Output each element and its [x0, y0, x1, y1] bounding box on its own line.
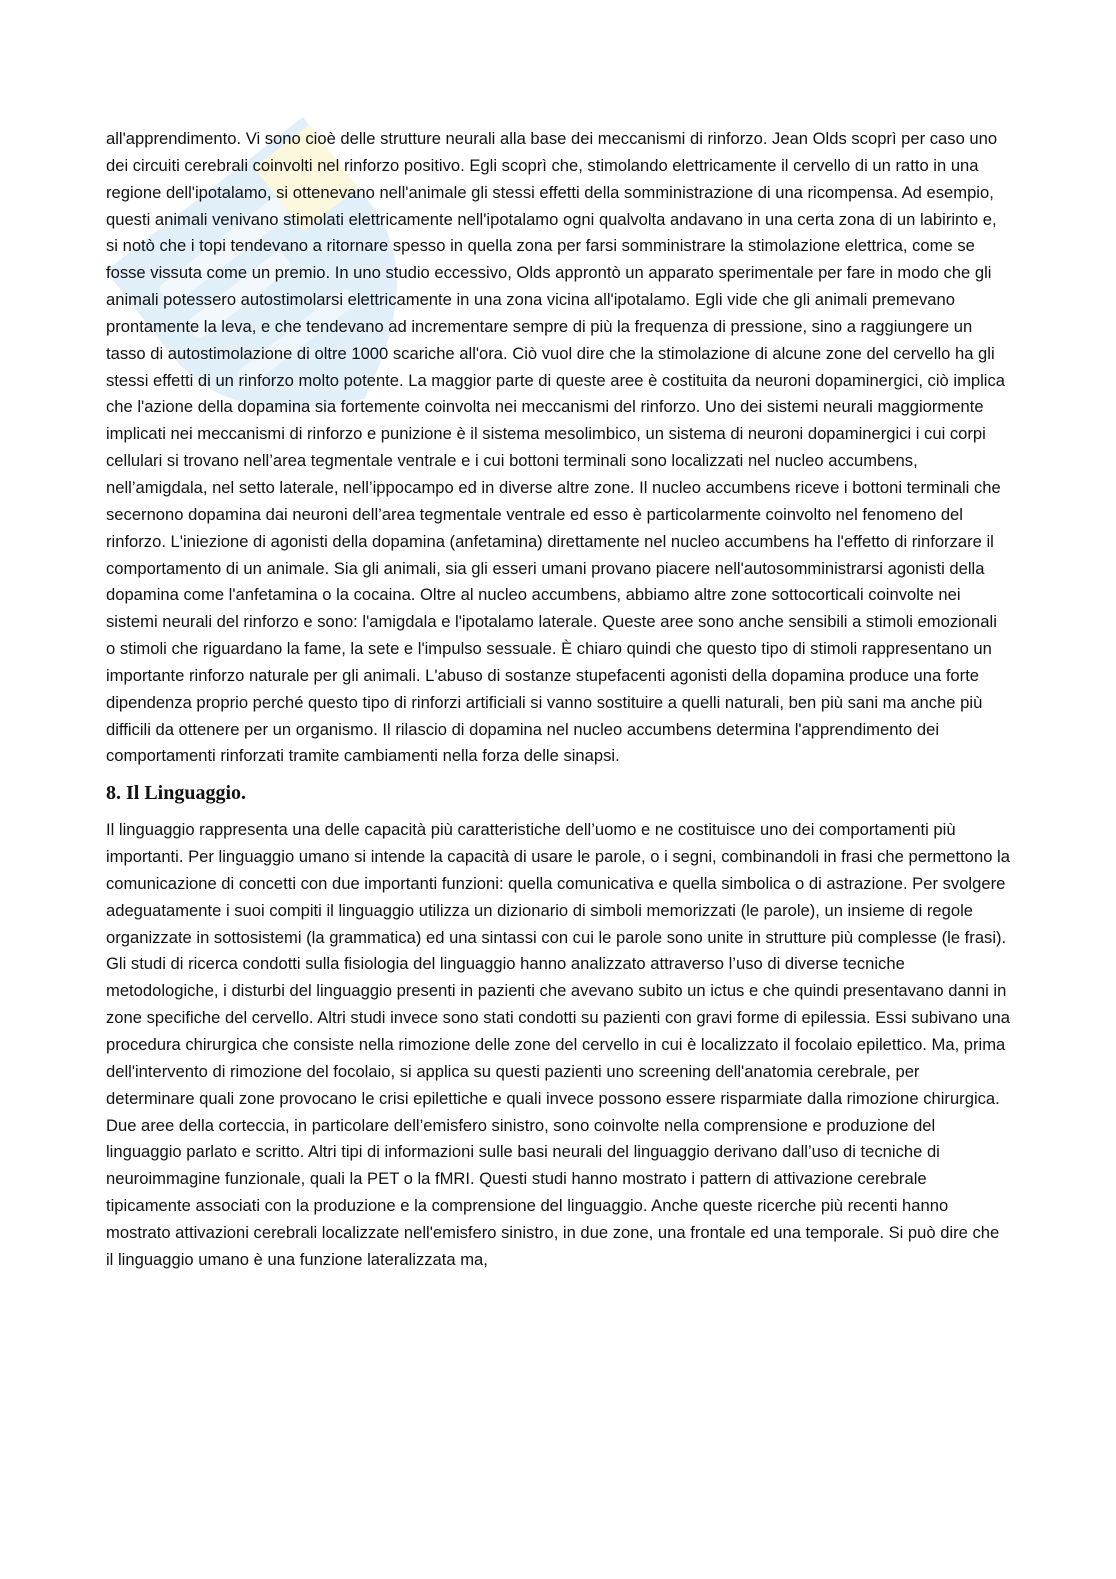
document-body: [106, 126, 1010, 1274]
body-paragraph: all'apprendimento. Vi sono cioè delle strutture neurali alla base dei meccanismi di rinforzo. Jean Olds scoprì per caso uno dei circuiti cerebrali coinvolti nel rinforzo positivo. Egli scoprì che, stimolando elettricamente il cervello di un ratto in una regione dell'ipotalamo, si ottenevano nell'animale gli stessi effetti della somministrazione di una ricompensa. Ad esempio, questi animali venivano stimolati elettricamente nell'ipotalamo ogni qualvolta andavano in una certa zona di un labirinto e, si notò che i topi tendevano a ritornare spesso in quella zona per farsi somministrare la stimolazione elettrica, come se fosse vissuta come un premio. In uno studio eccessivo, Olds approntò un apparato sperimentale per fare in modo che gli animali potessero autostimolarsi elettricamente in una zona vicina all'ipotalamo. Egli vide che gli animali premevano prontamente la leva, e che tendevano ad incrementare sempre di più la frequenza di pressione, sino a raggiungere un tasso di autostimolazione di oltre 1000 scariche all'ora. Ciò vuol dire che la stimolazione di alcune zone del cervello ha gli stessi effetti di un rinforzo molto potente. La maggior parte di queste aree è costituita da neuroni dopaminergici, ciò implica che l'azione della dopamina sia fortemente coinvolta nei meccanismi del rinforzo. Uno dei sistemi neurali maggiormente implicati nei meccanismi di rinforzo e punizione è il sistema mesolimbico, un sistema di neuroni dopaminergici i cui corpi cellulari si trovano nell’area tegmentale ventrale e i cui bottoni terminali sono localizzati nel nucleo accumbens, nell’amigdala, nel setto laterale, nell’ippocampo ed in diverse altre zone. Il nucleo accumbens riceve i bottoni terminali che secernono dopamina dai neuroni dell’area tegmentale ventrale ed esso è particolarmente coinvolto nel fenomeno del rinforzo. L'iniezione di agonisti della dopamina (anfetamina) direttamente nel nucleo accumbens ha l'effetto di rinforzare il comportamento di un animale. Sia gli animali, sia gli esseri umani provano piacere nell'autosomministrarsi agonisti della dopamina come l'anfetamina o la cocaina. Oltre al nucleo accumbens, abbiamo altre zone sottocorticali coinvolte nei sistemi neurali del rinforzo e sono: l'amigdala e l'ipotalamo laterale. Queste aree sono anche sensibili a stimoli emozionali o stimoli che riguardano la fame, la sete e l'impulso sessuale. È chiaro quindi che questo tipo di stimoli rappresentano un importante rinforzo naturale per gli animali. L'abuso di sostanze stupefacenti agonisti della dopamina produce una forte dipendenza proprio perché questo tipo di rinforzi artificiali si vanno sostituire a quelli naturali, ben più sani ma anche più difficili da ottenere per un organismo. Il rilascio di dopamina nel nucleo accumbens determina l'apprendimento dei comportamenti rinforzati tramite cambiamenti nella forza delle sinapsi.: [106, 129, 1006, 766]
section-heading: 8. Il Linguaggio.: [106, 782, 247, 805]
body-paragraph: Il linguaggio rappresenta una delle capacità più caratteristiche dell’uomo e ne costituisce uno dei comportamenti più importanti. Per linguaggio umano si intende la capacità di usare le parole, o i segni, combinandoli in frasi che permettono la comunicazione di concetti con due importanti funzioni: quella comunicativa e quella simbolica o di astrazione. Per svolgere adeguatamente i suoi compiti il linguaggio utilizza un dizionario di simboli memorizzati (le parole), un insieme di regole organizzate in sottosistemi (la grammatica) ed una sintassi con cui le parole sono unite in strutture più complesse (le frasi). Gli studi di ricerca condotti sulla fisiologia del linguaggio hanno analizzato attraverso l’uso di diverse tecniche metodologiche, i disturbi del linguaggio presenti in pazienti che avevano subito un ictus e che quindi presentavano danni in zone specifiche del cervello. Altri studi invece sono stati condotti su pazienti con gravi forme di epilessia. Essi subivano una procedura chirurgica che consiste nella rimozione delle zone del cervello in cui è localizzato il focolaio epilettico. Ma, prima dell'intervento di rimozione del focolaio, si applica su questi pazienti uno screening dell'anatomia cerebrale, per determinare quali zone provocano le crisi epilettiche e quali invece possono essere risparmiate dalla rimozione chirurgica. Due aree della corteccia, in particolare dell’emisfero sinistro, sono coinvolte nella comprensione e produzione del linguaggio parlato e scritto. Altri tipi di informazioni sulle basi neurali del linguaggio derivano dall’uso di tecniche di neuroimmagine funzionale, quali la PET o la fMRI. Questi studi hanno mostrato i pattern di attivazione cerebrale tipicamente associati con la produzione e la comprensione del linguaggio. Anche queste ricerche più recenti hanno mostrato attivazioni cerebrali localizzate nell'emisfero sinistro, in due zone, una frontale ed una temporale. Si può dire che il linguaggio umano è una funzione lateralizzata ma,: [106, 820, 1010, 1269]
